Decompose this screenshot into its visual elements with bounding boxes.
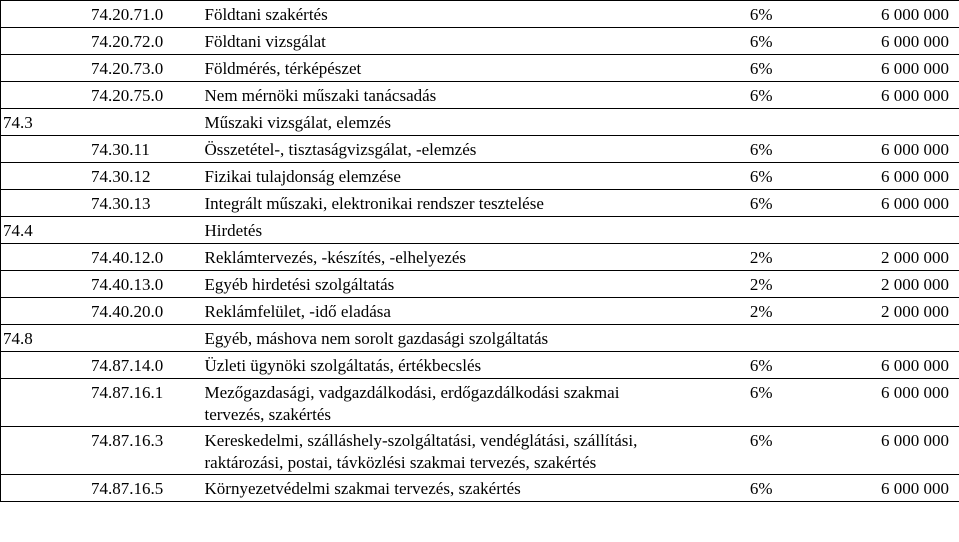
table-row — [1, 271, 959, 298]
row-amount-text: 6 000 000 — [881, 167, 949, 186]
row-rate — [699, 244, 791, 271]
row-rate-text: 6% — [749, 167, 773, 186]
table-row — [1, 28, 959, 55]
row-amount — [791, 352, 959, 379]
row-description — [199, 271, 699, 298]
row-code-text: 74.87.16.1 — [91, 383, 164, 402]
row-rate — [699, 217, 791, 244]
row-code — [1, 325, 199, 352]
row-rate — [699, 1, 791, 28]
row-amount-text: 2 000 000 — [881, 275, 949, 294]
row-amount-text: 2 000 000 — [881, 248, 949, 267]
row-rate-text: 6% — [749, 383, 773, 402]
row-rate — [699, 55, 791, 82]
row-description-text: Hirdetés — [204, 221, 263, 240]
table-row — [1, 109, 959, 136]
row-description-text: Nem mérnöki műszaki tanácsadás — [204, 86, 437, 105]
row-rate-text: 2% — [749, 248, 773, 267]
row-code — [1, 55, 199, 82]
table-row — [1, 325, 959, 352]
row-description-text: Kereskedelmi, szálláshely-szolgáltatási, vendéglátási, szállítási, raktározási, postai, távközlési szakmai tervezés, szakértés — [204, 431, 638, 472]
table-row — [1, 298, 959, 325]
row-code — [1, 352, 199, 379]
row-description-text: Műszaki vizsgálat, elemzés — [204, 113, 391, 132]
table-row — [1, 379, 959, 427]
row-rate — [699, 190, 791, 217]
row-code-text: 74.20.72.0 — [91, 32, 164, 51]
table-row — [1, 217, 959, 244]
row-rate — [699, 28, 791, 55]
row-amount — [791, 271, 959, 298]
table-row — [1, 475, 959, 502]
row-code — [1, 82, 199, 109]
row-description — [199, 298, 699, 325]
row-code-text: 74.87.16.3 — [91, 431, 164, 450]
row-rate — [699, 475, 791, 502]
row-description-text: Fizikai tulajdonság elemzése — [204, 167, 401, 186]
row-description — [199, 352, 699, 379]
table-row — [1, 427, 959, 475]
row-code-text: 74.30.13 — [91, 194, 151, 213]
table-row — [1, 163, 959, 190]
row-code-text: 74.20.71.0 — [91, 5, 164, 24]
row-description-text: Üzleti ügynöki szolgáltatás, értékbecslés — [204, 356, 482, 375]
row-code — [1, 379, 199, 427]
row-rate-text: 6% — [749, 59, 773, 78]
row-amount-text: 6 000 000 — [881, 431, 949, 450]
row-code — [1, 28, 199, 55]
row-code-text: 74.30.12 — [91, 167, 151, 186]
row-rate — [699, 379, 791, 427]
row-rate — [699, 109, 791, 136]
row-rate — [699, 352, 791, 379]
row-rate-text: 6% — [749, 431, 773, 450]
row-description-text: Reklámfelület, -idő eladása — [204, 302, 391, 321]
row-code-text: 74.40.12.0 — [91, 248, 164, 267]
row-rate-text: 6% — [749, 356, 773, 375]
table-row — [1, 1, 959, 28]
row-amount-text: 6 000 000 — [881, 32, 949, 51]
table-row — [1, 244, 959, 271]
table-row — [1, 352, 959, 379]
row-amount-text: 6 000 000 — [881, 194, 949, 213]
row-description-text: Földmérés, térképészet — [204, 59, 362, 78]
row-code — [1, 109, 199, 136]
row-code-text: 74.30.11 — [91, 140, 150, 159]
row-amount-text: 6 000 000 — [881, 383, 949, 402]
row-description-text: Reklámtervezés, -készítés, -elhelyezés — [204, 248, 466, 267]
row-rate — [699, 82, 791, 109]
row-description — [199, 109, 699, 136]
row-description — [199, 325, 699, 352]
row-amount — [791, 55, 959, 82]
table-row — [1, 136, 959, 163]
row-amount — [791, 298, 959, 325]
row-code — [1, 298, 199, 325]
row-code — [1, 190, 199, 217]
row-description — [199, 1, 699, 28]
row-code — [1, 427, 199, 475]
row-description — [199, 379, 699, 427]
row-amount — [791, 190, 959, 217]
row-description-text: Környezetvédelmi szakmai tervezés, szakértés — [204, 479, 521, 498]
row-amount — [791, 163, 959, 190]
row-description-text: Mezőgazdasági, vadgazdálkodási, erdőgazdálkodási szakmai tervezés, szakértés — [204, 383, 620, 424]
row-rate-text: 2% — [749, 275, 773, 294]
row-amount-text: 6 000 000 — [881, 140, 949, 159]
row-rate-text: 6% — [749, 479, 773, 498]
row-code-text: 74.4 — [3, 221, 33, 240]
row-rate-text: 6% — [749, 86, 773, 105]
row-code-text: 74.40.20.0 — [91, 302, 164, 321]
row-description-text: Integrált műszaki, elektronikai rendszer tesztelése — [204, 194, 544, 213]
row-amount — [791, 28, 959, 55]
row-amount-text: 2 000 000 — [881, 302, 949, 321]
row-code — [1, 271, 199, 298]
row-amount — [791, 427, 959, 475]
row-amount — [791, 475, 959, 502]
row-code-text: 74.3 — [3, 113, 33, 132]
row-code — [1, 136, 199, 163]
row-rate — [699, 136, 791, 163]
row-code-text: 74.40.13.0 — [91, 275, 164, 294]
row-rate — [699, 271, 791, 298]
row-amount — [791, 82, 959, 109]
row-rate-text: 6% — [749, 194, 773, 213]
row-description — [199, 136, 699, 163]
row-description — [199, 475, 699, 502]
row-rate-text: 2% — [749, 302, 773, 321]
table-row — [1, 190, 959, 217]
row-description — [199, 163, 699, 190]
row-description — [199, 190, 699, 217]
row-description — [199, 82, 699, 109]
row-description-text: Földtani szakértés — [204, 5, 328, 24]
row-code-text: 74.20.75.0 — [91, 86, 164, 105]
row-code-text: 74.20.73.0 — [91, 59, 164, 78]
row-description — [199, 244, 699, 271]
row-description — [199, 217, 699, 244]
row-rate-text: 6% — [749, 32, 773, 51]
row-code-text: 74.8 — [3, 329, 33, 348]
row-rate-text: 6% — [749, 140, 773, 159]
row-description — [199, 427, 699, 475]
row-amount — [791, 1, 959, 28]
row-code — [1, 475, 199, 502]
row-description — [199, 28, 699, 55]
row-amount — [791, 325, 959, 352]
row-amount — [791, 244, 959, 271]
row-rate — [699, 298, 791, 325]
row-amount-text: 6 000 000 — [881, 59, 949, 78]
row-amount — [791, 136, 959, 163]
row-description — [199, 55, 699, 82]
row-code — [1, 163, 199, 190]
row-description-text: Földtani vizsgálat — [204, 32, 326, 51]
row-code-text: 74.87.14.0 — [91, 356, 164, 375]
table-row — [1, 82, 959, 109]
table-row — [1, 55, 959, 82]
row-code — [1, 1, 199, 28]
row-amount — [791, 217, 959, 244]
row-description-text: Egyéb, máshova nem sorolt gazdasági szolgáltatás — [204, 329, 549, 348]
table-body — [1, 1, 959, 502]
row-amount-text: 6 000 000 — [881, 86, 949, 105]
row-description-text: Egyéb hirdetési szolgáltatás — [204, 275, 395, 294]
row-code — [1, 217, 199, 244]
row-description-text: Összetétel-, tisztaságvizsgálat, -elemzés — [204, 140, 477, 159]
row-rate — [699, 163, 791, 190]
row-rate — [699, 427, 791, 475]
row-amount — [791, 109, 959, 136]
row-code-text: 74.87.16.5 — [91, 479, 164, 498]
row-code — [1, 244, 199, 271]
row-rate — [699, 325, 791, 352]
row-amount — [791, 379, 959, 427]
row-rate-text: 6% — [749, 5, 773, 24]
row-amount-text: 6 000 000 — [881, 479, 949, 498]
row-amount-text: 6 000 000 — [881, 5, 949, 24]
row-amount-text: 6 000 000 — [881, 356, 949, 375]
